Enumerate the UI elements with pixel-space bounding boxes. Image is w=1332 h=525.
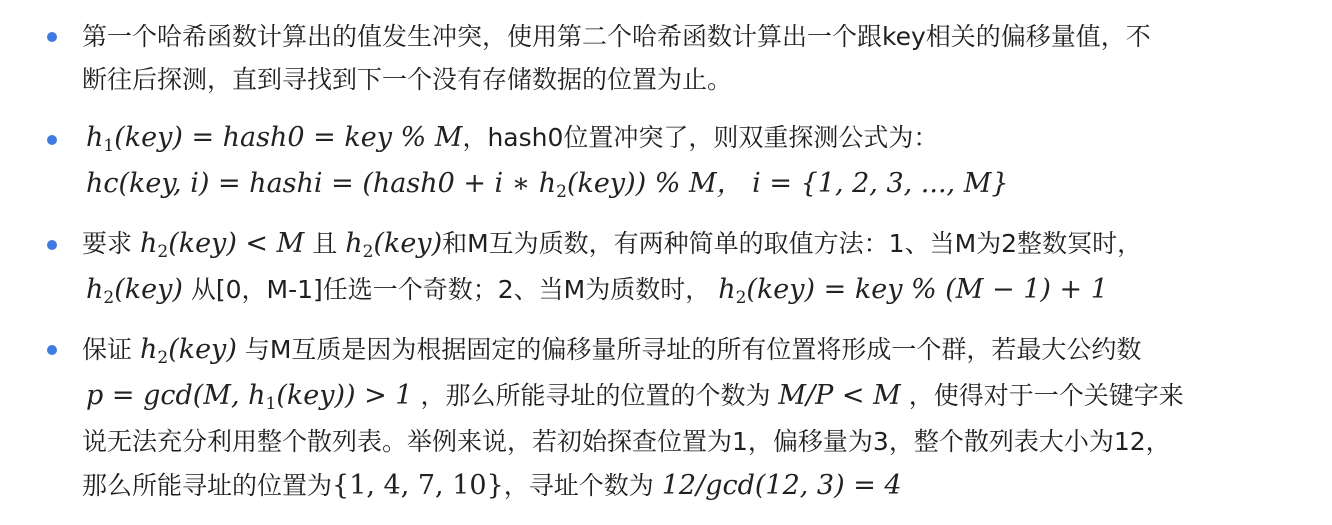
math-formula: {1, 4, 7, 10} <box>332 470 504 501</box>
bullet-dot <box>47 240 57 250</box>
text-span: 说无法充分利用整个散列表。举例来说，若初始探查位置为1，偏移量为3，整个散列表大小为12， <box>82 427 1171 456</box>
text-span: 与M互质是因为根据固定的偏移量所寻址的所有位置将形成一个群，若最大公约数 <box>244 335 1142 364</box>
text-span: ，hash0位置冲突了，则双重探测公式为： <box>462 123 939 152</box>
math-formula: hc(key, i) = hashi = (hash0 + i ∗ $h_2(key)$) % M， i = {1, 2, 3, ..., M} <box>86 168 1009 202</box>
bullet-dot <box>47 32 57 42</box>
text-span: 断往后探测，直到寻找到下一个没有存储数据的位置为止。 <box>82 65 733 94</box>
paragraph-line <box>82 468 902 504</box>
text-span: 那么所能寻址的位置为 <box>82 471 333 500</box>
text-span: ，寻址个数为 <box>503 471 654 500</box>
paragraph-line <box>82 62 732 98</box>
paragraph-line <box>86 272 1108 308</box>
math-formula: $h_2(key) < M$ <box>139 228 305 262</box>
bullet-dot <box>47 345 57 355</box>
paragraph-line <box>82 226 1142 262</box>
math-formula: $h_1(key)$ = hash0 = key % M <box>86 122 463 156</box>
paragraph-line <box>86 378 1184 414</box>
math-formula: $h_2(key)$ = key % (M − 1) + 1 <box>718 274 1108 308</box>
text-span: 保证 <box>82 335 133 364</box>
math-formula: $h_2(key)$ <box>139 334 237 368</box>
math-formula: 12/gcd(12, 3) = 4 <box>661 470 902 501</box>
text-span: 从[0，M-1]任选一个奇数；2、当M为质数时， <box>190 275 711 304</box>
text-span: ，那么所能寻址的位置的个数为 <box>420 381 771 410</box>
text-span: 和M互为质数，有两种简单的取值方法：1、当M为2整数冥时， <box>442 229 1143 258</box>
paragraph-line <box>82 424 1171 460</box>
math-formula: $h_2(key)$ <box>86 274 183 308</box>
math-formula: $h_2(key)$ <box>345 228 443 262</box>
paragraph-line <box>82 19 1151 55</box>
text-span: ，使得对于一个关键字来 <box>908 381 1184 410</box>
text-span: 第一个哈希函数计算出的值发生冲突，使用第二个哈希函数计算出一个跟key相关的偏移量值，不 <box>82 22 1151 51</box>
math-formula: M/P < M <box>778 380 901 411</box>
math-formula: p = gcd(M, $h_1(key)) > 1$ <box>86 380 413 414</box>
text-span: 要求 <box>82 229 133 258</box>
paragraph-line <box>86 166 1009 202</box>
bullet-dot <box>47 135 57 145</box>
text-span: 且 <box>312 229 338 258</box>
paragraph-line <box>86 120 938 156</box>
paragraph-line <box>82 332 1141 368</box>
